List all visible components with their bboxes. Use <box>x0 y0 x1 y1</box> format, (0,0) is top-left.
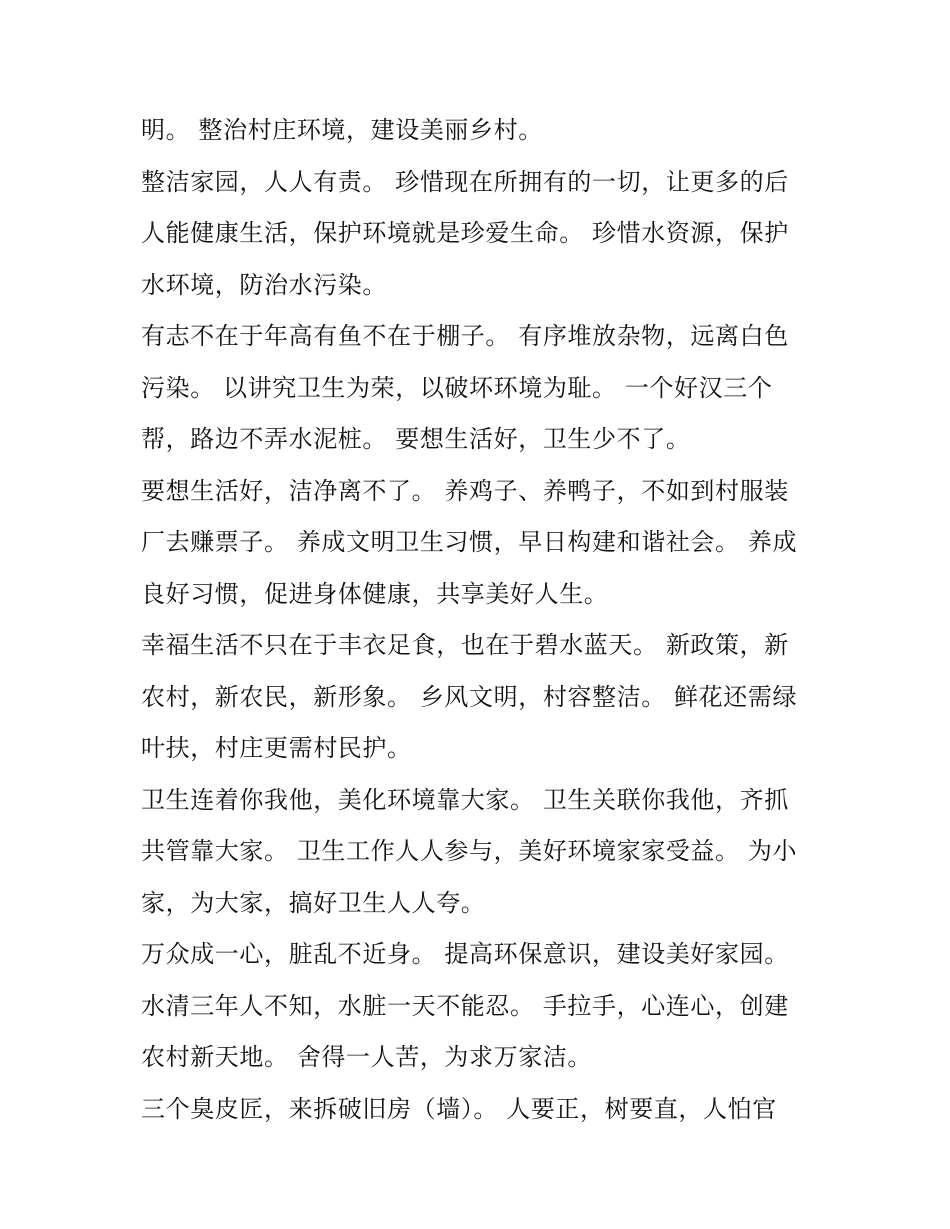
text-line: 家，为大家，搞好卫生人人夸。 <box>141 888 486 917</box>
text-line: 整洁家园，人人有责。 珍惜现在所拥有的一切，让更多的后 <box>141 167 789 196</box>
text-line: 叶扶，村庄更需村民护。 <box>141 734 412 762</box>
text-line: 共管靠大家。 卫生工作人人参与，美好环境家家受益。 为小 <box>141 837 798 865</box>
text-line: 三个臭皮匠，来拆破旧房（墙）。 人要正，树要直，人怕官 <box>141 1094 777 1123</box>
text-line: 有志不在于年高有鱼不在于棚子。 有序堆放杂物，远离白色 <box>141 322 789 350</box>
text-line: 厂去赚票子。 养成文明卫生习惯，早日构建和谐社会。 养成 <box>141 528 798 556</box>
text-line: 帮，路边不弄水泥桩。 要想生活好，卫生少不了。 <box>141 425 691 453</box>
text-line: 幸福生活不只在于丰衣足食，也在于碧水蓝天。 新政策，新 <box>141 631 789 659</box>
text-line: 要想生活好，洁净离不了。 养鸡子、养鸭子，不如到村服装 <box>141 476 789 505</box>
text-line: 万众成一心，脏乱不近身。 提高环保意识，建设美好家园。 <box>141 940 789 968</box>
text-line: 良好习惯，促进身体健康，共享美好人生。 <box>141 579 609 608</box>
text-line: 水环境，防治水污染。 <box>141 270 387 299</box>
text-line: 农村，新农民，新形象。 乡风文明，村容整洁。 鲜花还需绿 <box>141 682 798 711</box>
text-line: 水清三年人不知，水脏一天不能忍。 手拉手，心连心，创建 <box>141 991 789 1020</box>
body-text <box>141 108 821 1138</box>
text-line: 明。 整治村庄环境，建设美丽乡村。 <box>141 116 543 144</box>
text-line: 农村新天地。 舍得一人苦，为求万家洁。 <box>141 1043 593 1071</box>
text-line: 人能健康生活，保护环境就是珍爱生命。 珍惜水资源，保护 <box>141 219 789 247</box>
text-line: 卫生连着你我他，美化环境靠大家。 卫生关联你我他，齐抓 <box>141 785 789 814</box>
text-line: 污染。 以讲究卫生为荣，以破坏环境为耻。 一个好汉三个 <box>141 373 773 402</box>
